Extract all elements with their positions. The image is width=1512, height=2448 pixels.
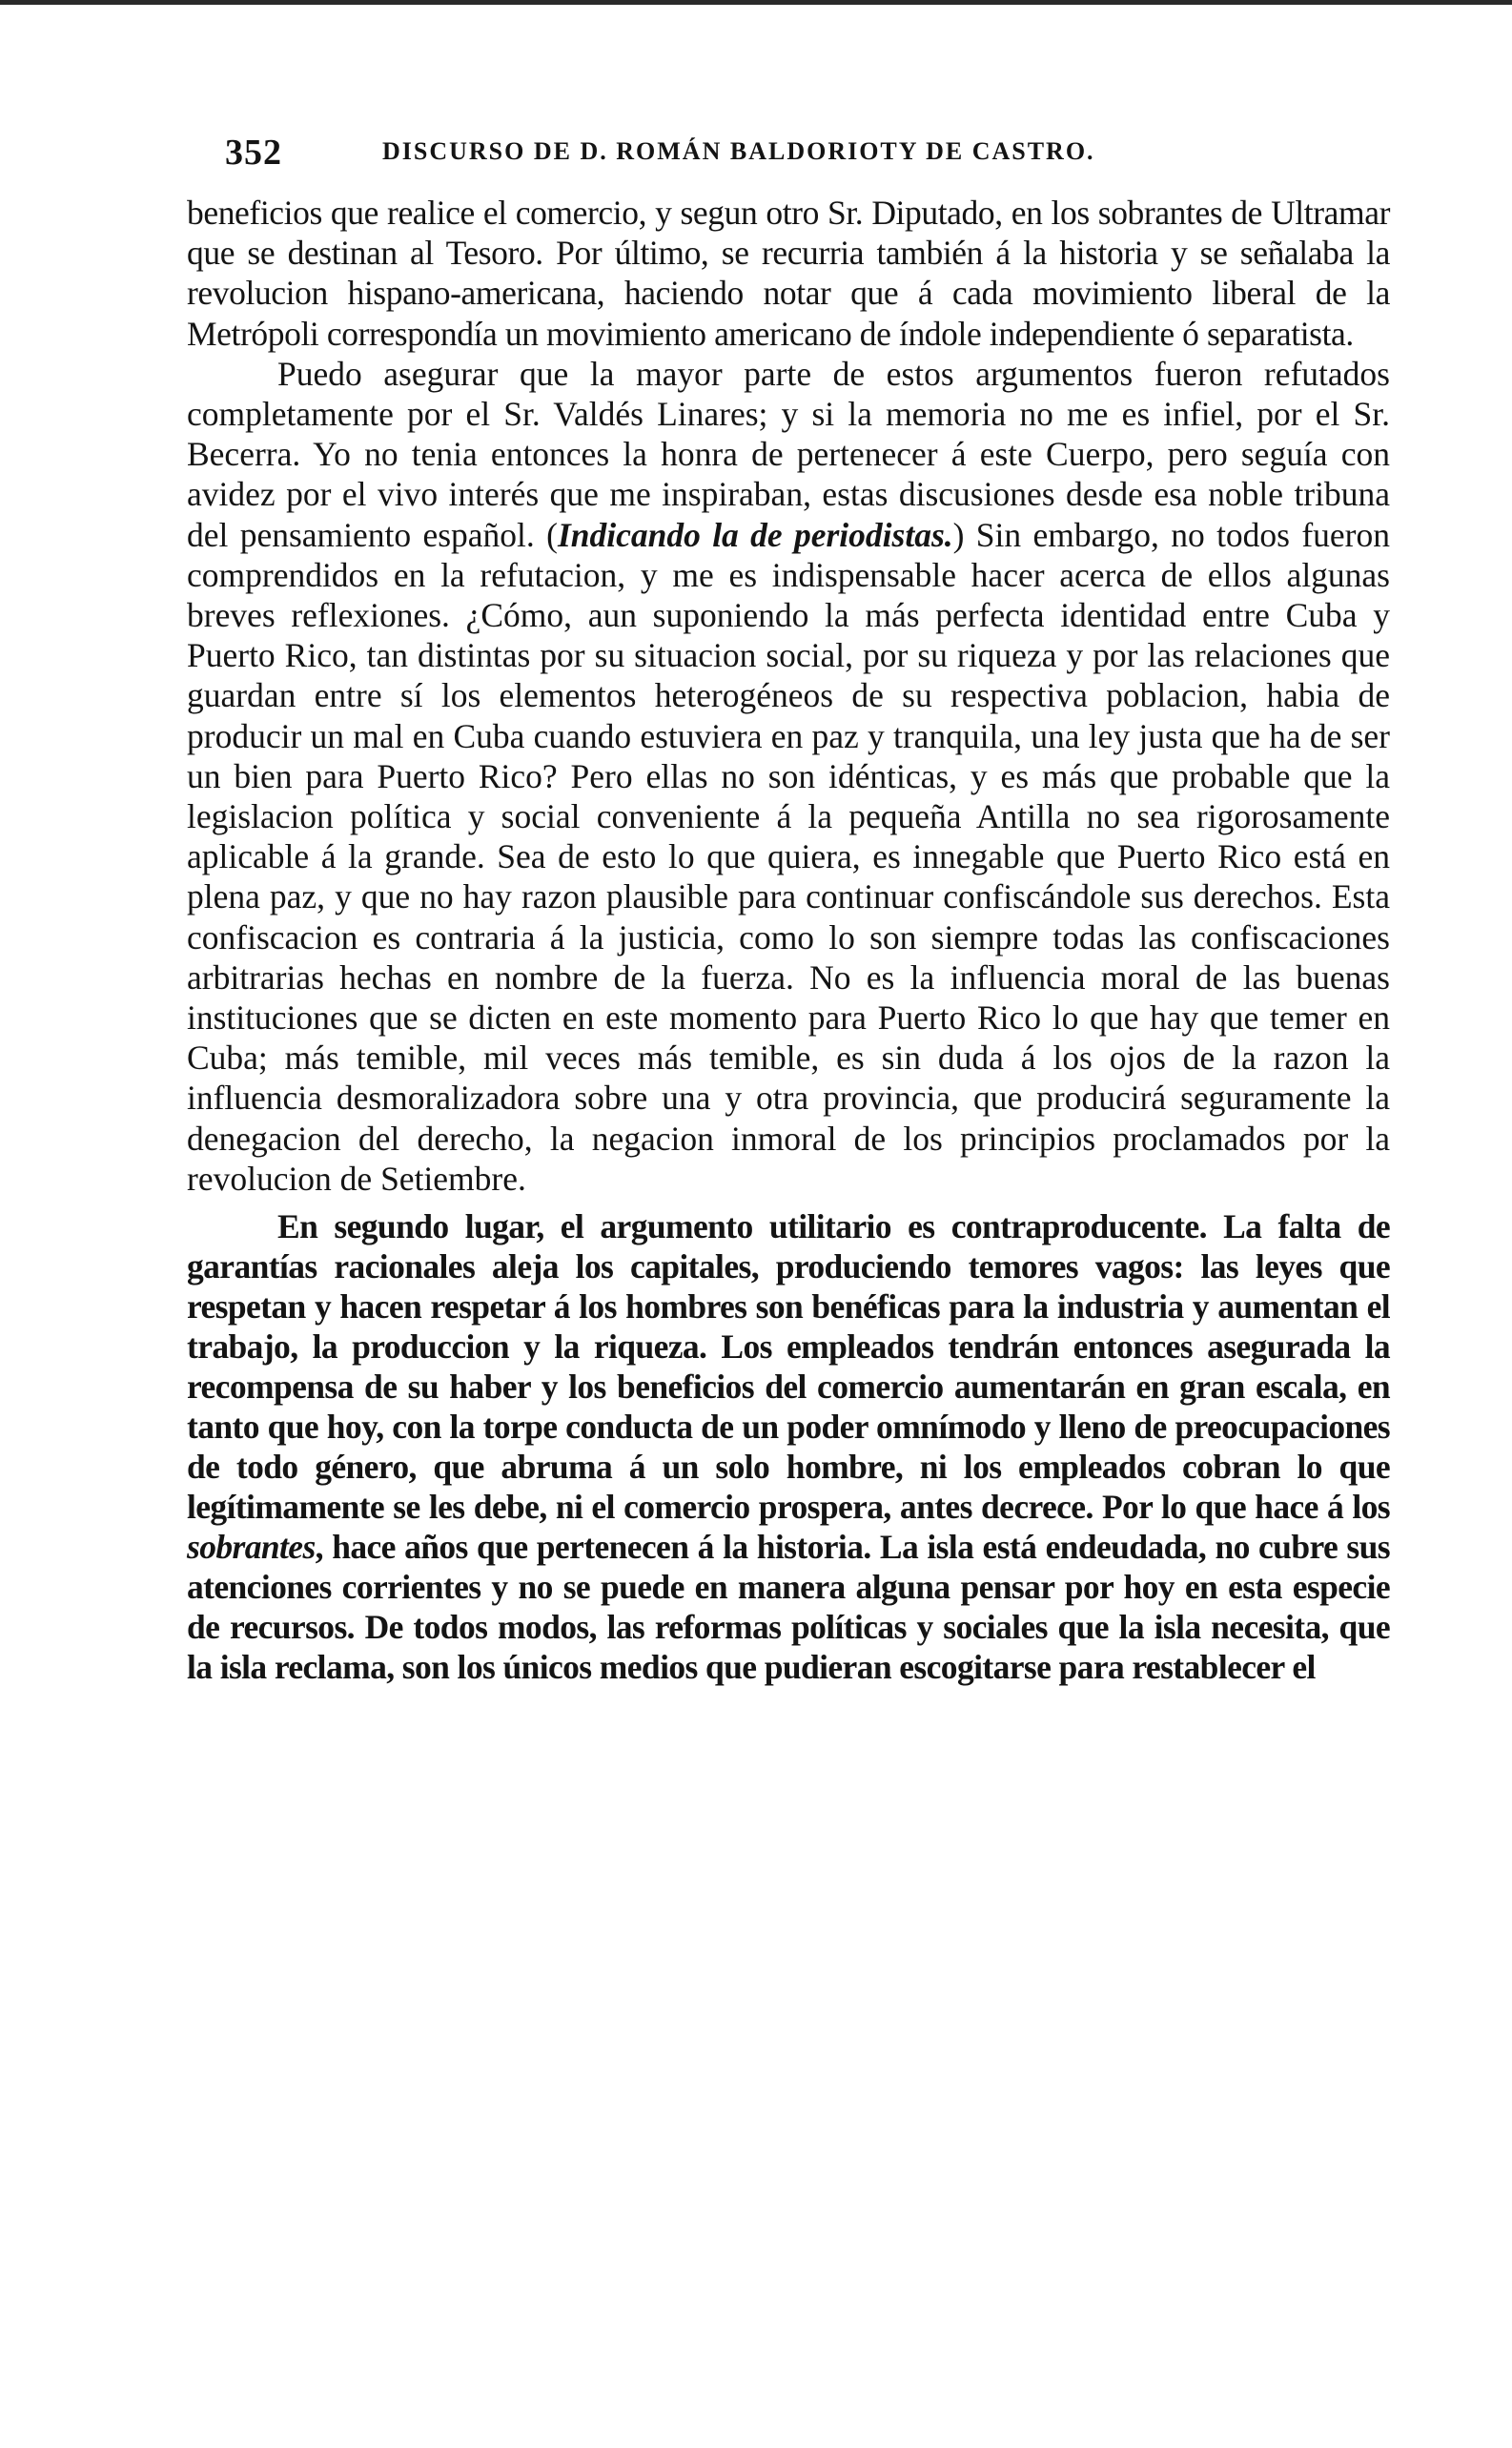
page-number: 352 (225, 133, 282, 173)
running-title: DISCURSO DE D. ROMÁN BALDORIOTY DE CASTRO. (382, 137, 1095, 165)
body-text (187, 193, 1390, 1687)
italic-aside: Indicando la de periodistas. (557, 515, 953, 554)
paragraph-text: beneficios que realice el comercio, y segun otro Sr. Diputado, en los sobrantes de Ultramar que se destinan al Tesoro. Por último, se recurria también á la historia y se señalaba la revolucion hispano-americana, haciendo notar que á cada movimiento liberal de la Metrópoli correspondía un movimiento americano de índole independiente ó separatista. (187, 194, 1390, 353)
paragraph-text: ) Sin embargo, no todos fueron comprendidos en la refutacion, y me es indispensable hacer acerca de ellos algunas breves reflexiones. ¿Cómo, aun suponiendo la más perfecta identidad entre Cuba y Puerto Rico, tan distintas por su situacion social, por su riqueza y por las relaciones que guardan entre sí los elementos heterogéneos de su respectiva poblacion, habia de producir un mal en Cuba cuando estuviera en paz y tranquila, una ley justa que ha de ser un bien para Puerto Rico? Pero ellas no son idénticas, y es más que probable que la legislacion política y social conveniente á la pequeña Antilla no sea rigorosamente aplicable á la grande. Sea de esto lo que quiera, es innegable que Puerto Rico está en plena paz, y que no hay razon plausible para continuar confiscándole sus derechos. Esta confiscacion es contraria á la justicia, como lo son siempre todas las confiscaciones arbitrarias hechas en nombre de la fuerza. No es la influencia moral de las buenas instituciones que se dicten en este momento para Puerto Rico lo que hay que temer en Cuba; más temible, mil veces más temible, es sin duda á los ojos de la razon la influencia desmoralizadora sobre una y otra provincia, que producirá seguramente la denegacion del derecho, la negacion inmoral de los principios proclamados por la revolucion de Setiembre. (187, 515, 1390, 1198)
paragraph-text: En segundo lugar, el argumento utilitario es contraproducente. La falta de garantías racionales aleja los capitales, produciendo temores vagos: las leyes que respetan y hacen respetar á los hombres son benéficas para la industria y aumentan el trabajo, la produccion y la riqueza. Los empleados tendrán entonces asegurada la recompensa de su haber y los beneficios del comercio aumentarán en gran escala, en tanto que hoy, con la torpe conducta de un poder omnímodo y lleno de preocupaciones de todo género, que abruma á un solo hombre, ni los empleados cobran lo que legítimamente se les debe, ni el comercio prospera, antes decrece. Por lo que hace á los (187, 1207, 1390, 1527)
paragraph (187, 1206, 1390, 1687)
italic-term: sobrantes (187, 1528, 316, 1567)
page-top-edge (0, 0, 1512, 5)
running-head (187, 124, 1390, 191)
book-page (187, 124, 1390, 1687)
paragraph (187, 354, 1390, 1199)
paragraph-continued (187, 193, 1390, 354)
paragraph-text: Puedo asegurar que la mayor parte de estos argumentos fueron refutados completamente por el Sr. Valdés Linares; y si la memoria no me es infiel, por el Sr. Becerra. Yo no tenia entonces la honra de pertenecer á este Cuerpo, pero seguía con avidez por el vivo interés que me inspiraban, estas discusiones desde esa noble tribuna del pensamiento español. ( (187, 354, 1390, 554)
paragraph-text: , hace años que pertenecen á la historia. La isla está endeudada, no cubre sus atenciones corrientes y no se puede en manera alguna pensar por hoy en esta especie de recursos. De todos modos, las reformas políticas y sociales que la isla necesita, que la isla reclama, son los únicos medios que pudieran escogitarse para restablecer el (187, 1528, 1390, 1687)
